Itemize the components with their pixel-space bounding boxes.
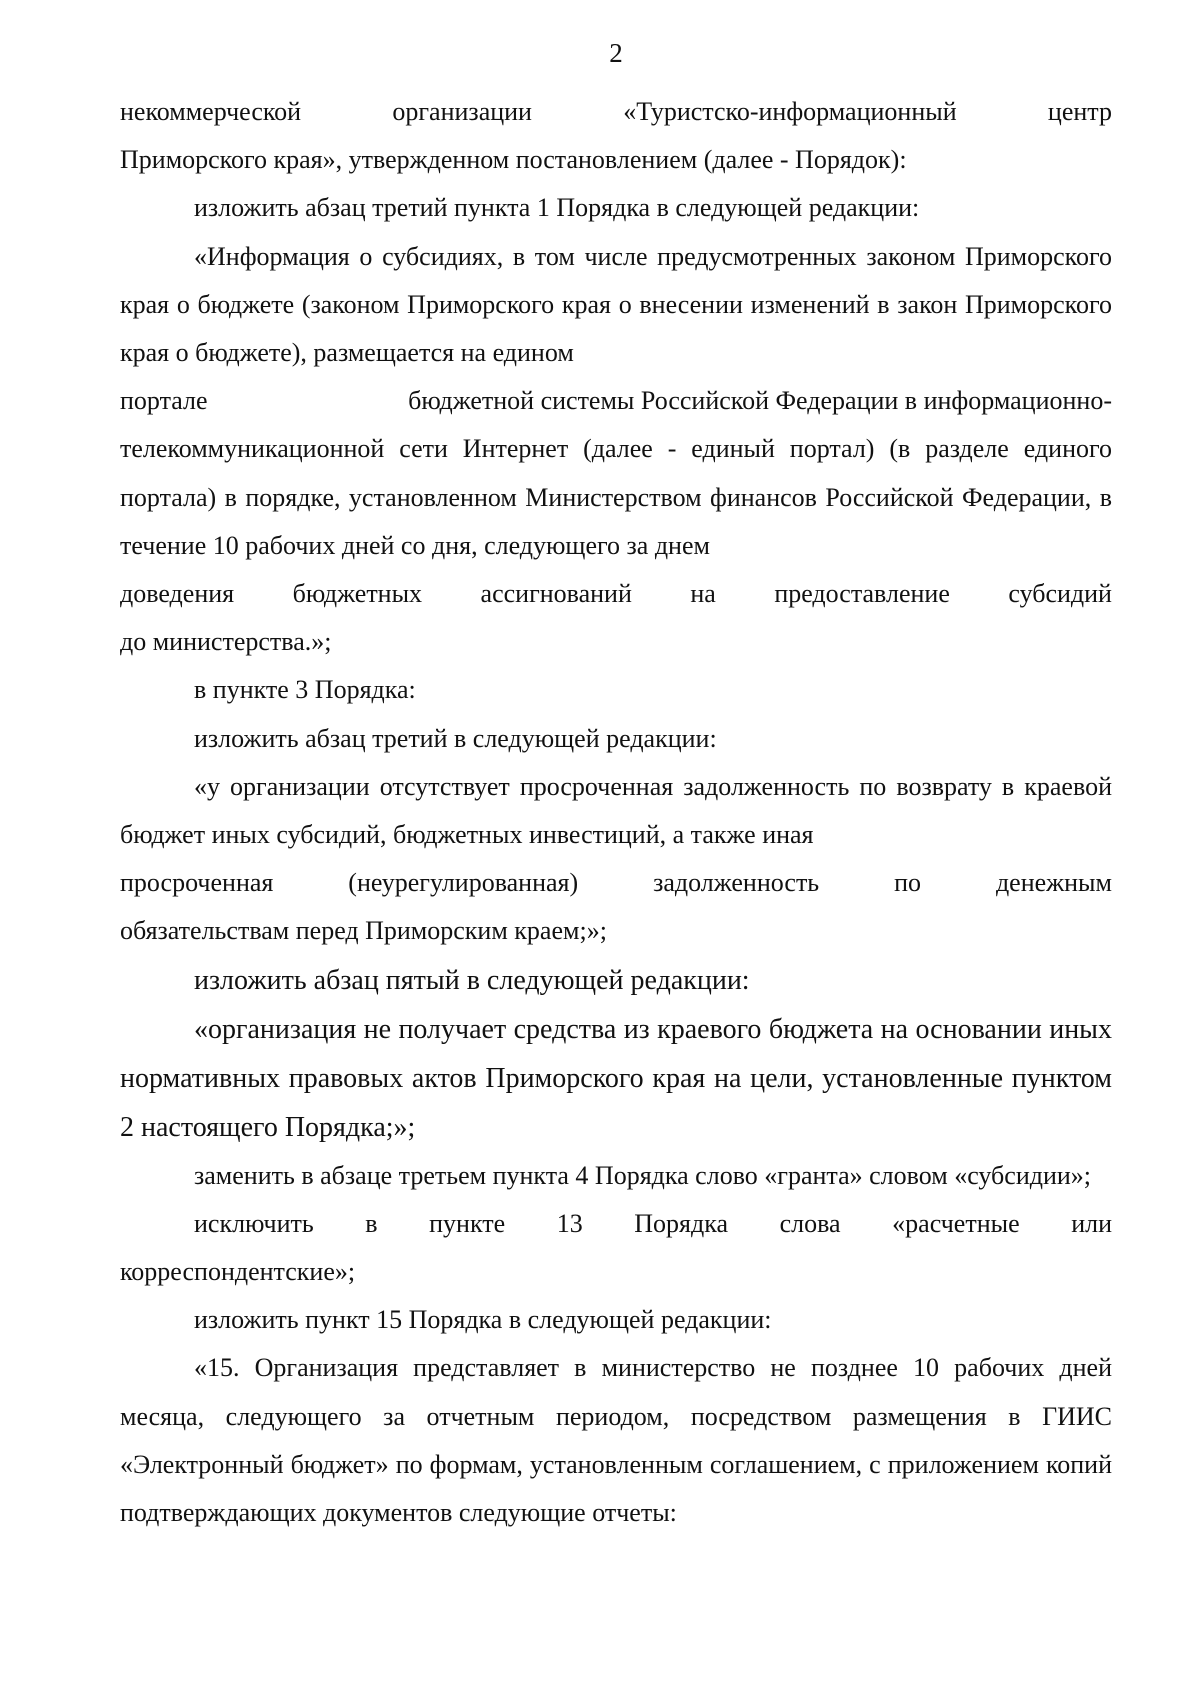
paragraph-line-organization (120, 88, 1112, 136)
word: организации (392, 97, 532, 126)
word: (неурегулированная) (348, 868, 579, 898)
paragraph-text: обязательствам перед Приморским краем;»; (120, 916, 607, 946)
word: ассигнований (480, 579, 632, 609)
paragraph-text: изложить абзац третий в следующей редакции: (194, 723, 717, 753)
word: центр (1047, 97, 1112, 126)
paragraph-text: «организация не получает средства из краевого бюджета на основании иных нормативных правовых актов Приморского края на цели, установленные пунктом 2 настоящего Порядка;»; (120, 1013, 1112, 1143)
word: или (1071, 1208, 1112, 1238)
paragraph-text: изложить пункт 15 Порядка в следующей редакции: (194, 1305, 772, 1335)
word: портале (120, 386, 208, 416)
paragraph-text: заменить в абзаце третьем пункта 4 Порядка слово «гранта» словом «субсидии»; (194, 1160, 1092, 1190)
word: денежным (995, 868, 1112, 898)
paragraph-line-portal (120, 377, 1112, 425)
paragraph-text: «у организации отсутствует просроченная задолженность по возврату в краевой бюджет иных субсидий, бюджетных инвестиций, а также иная (120, 771, 1112, 850)
word: в (365, 1208, 378, 1238)
paragraph-line-allocations (120, 570, 1112, 618)
document-body (120, 88, 1112, 1537)
word: по (894, 868, 922, 898)
word: субсидий (1008, 579, 1112, 609)
word: предоставление (774, 579, 950, 609)
word: Порядка (634, 1208, 729, 1238)
word: пункте (429, 1208, 506, 1238)
word: доведения (120, 579, 235, 609)
word: слова (779, 1208, 841, 1238)
paragraph-text: «15. Организация представляет в министерство не позднее 10 рабочих дней месяца, следующего за отчетным периодом, посредством размещения в ГИИС «Электронный бюджет» по формам, установленным соглашением, с приложением копий подтверждающих документов следующие отчеты: (120, 1353, 1112, 1528)
paragraph-text: в пункте 3 Порядка: (194, 675, 416, 705)
paragraph-text: Приморского края», утвержденном постановлением (далее - Порядок): (120, 145, 907, 175)
paragraph-text: корреспондентские»; (120, 1257, 356, 1287)
word: просроченная (120, 868, 274, 898)
paragraph-text: изложить абзац пятый в следующей редакции: (194, 964, 750, 996)
paragraph-text: изложить абзац третий пункта 1 Порядка в следующей редакции: (194, 193, 920, 223)
paragraph-text: «Информация о субсидиях, в том числе предусмотренных законом Приморского края о бюджете (законом Приморского края о внесении изменений в закон Приморского края о бюджете), размещается на едином (120, 241, 1112, 368)
word: на (690, 579, 716, 609)
word: некоммерческой (120, 97, 302, 126)
word: бюджетных (292, 579, 423, 609)
page-number: 2 (609, 38, 623, 68)
word: исключить (194, 1208, 314, 1238)
word: бюджетной системы Российской Федерации в информационно- (408, 386, 1112, 416)
word: «Туристско-информационный (623, 97, 957, 126)
word: «расчетные (892, 1208, 1020, 1238)
paragraph-line-overdue (120, 859, 1112, 907)
paragraph-text: до министерства.»; (120, 627, 332, 657)
word: 13 (556, 1208, 583, 1238)
paragraph-text: телекоммуникационной сети Интернет (далее - единый портал) (в разделе единого портала) в порядке, установленном Министерством финансов Российской Федерации, в течение 10 рабочих дней со дня, следующего за днем (120, 434, 1112, 560)
paragraph-line-exclude (120, 1200, 1112, 1248)
word: задолженность (653, 868, 820, 898)
